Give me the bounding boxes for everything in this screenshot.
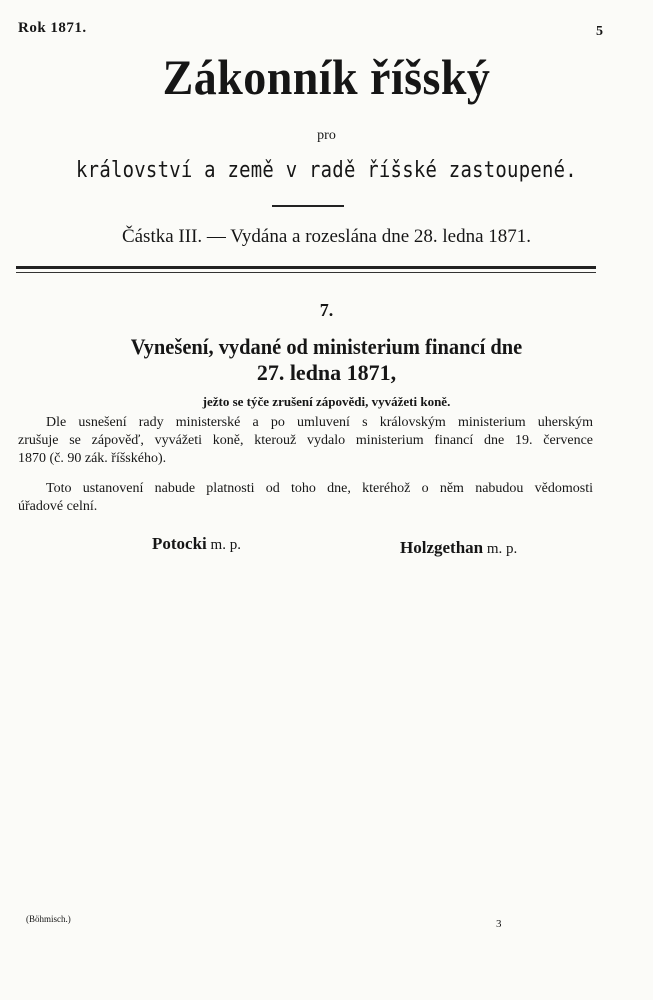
thin-divider [16,272,596,273]
page-number: 5 [596,24,603,39]
short-divider [272,205,344,207]
paragraph-2-line-1: Toto ustanovení nabude platnosti od toho dne, kteréhož o něm nabudou vědomosti [46,481,593,496]
paragraph-1-line-1: Dle usnešení rady ministerské a po umluvení s královským ministerium uherským [46,415,593,430]
signature-suffix: m. p. [486,541,518,557]
law-heading-line-3: ježto se týče zrušení zápovědi, vyvážeti koně. [202,394,451,409]
paragraph-1-line-3: 1870 (č. 90 zák. říšského). [18,451,167,466]
signature-name: Potocki [152,534,207,553]
law-number: 7. [319,300,334,320]
masthead-title: Zákonník říšský [162,49,491,105]
issue-line: Částka III. — Vydána a rozeslána dne 28. ledna 1871. [121,226,532,247]
printer-mark: (Böhmisch.) [26,914,71,924]
signature-name: Holzgethan [400,538,484,557]
signature-holzgethan [400,538,517,558]
signature-suffix: m. p. [210,537,241,553]
law-heading-line-2: 27. ledna 1871, [256,360,397,385]
signature-potocki [152,534,241,554]
sheet-number: 3 [496,918,502,930]
thick-divider [16,266,596,269]
masthead-subtitle: království a země v radě říšské zastoupené. [76,158,577,183]
paragraph-2-line-2: úřadové celní. [18,499,98,514]
masthead-pro: pro [317,128,336,143]
law-heading-line-1: Vynešení, vydané od ministerium financí dne [130,334,523,359]
paragraph-1-line-2: zrušuje se zápověď, vyvážeti koně, kterouž vydalo ministerium financí dne 19. července [18,433,593,448]
year-header: Rok 1871. [18,20,87,36]
